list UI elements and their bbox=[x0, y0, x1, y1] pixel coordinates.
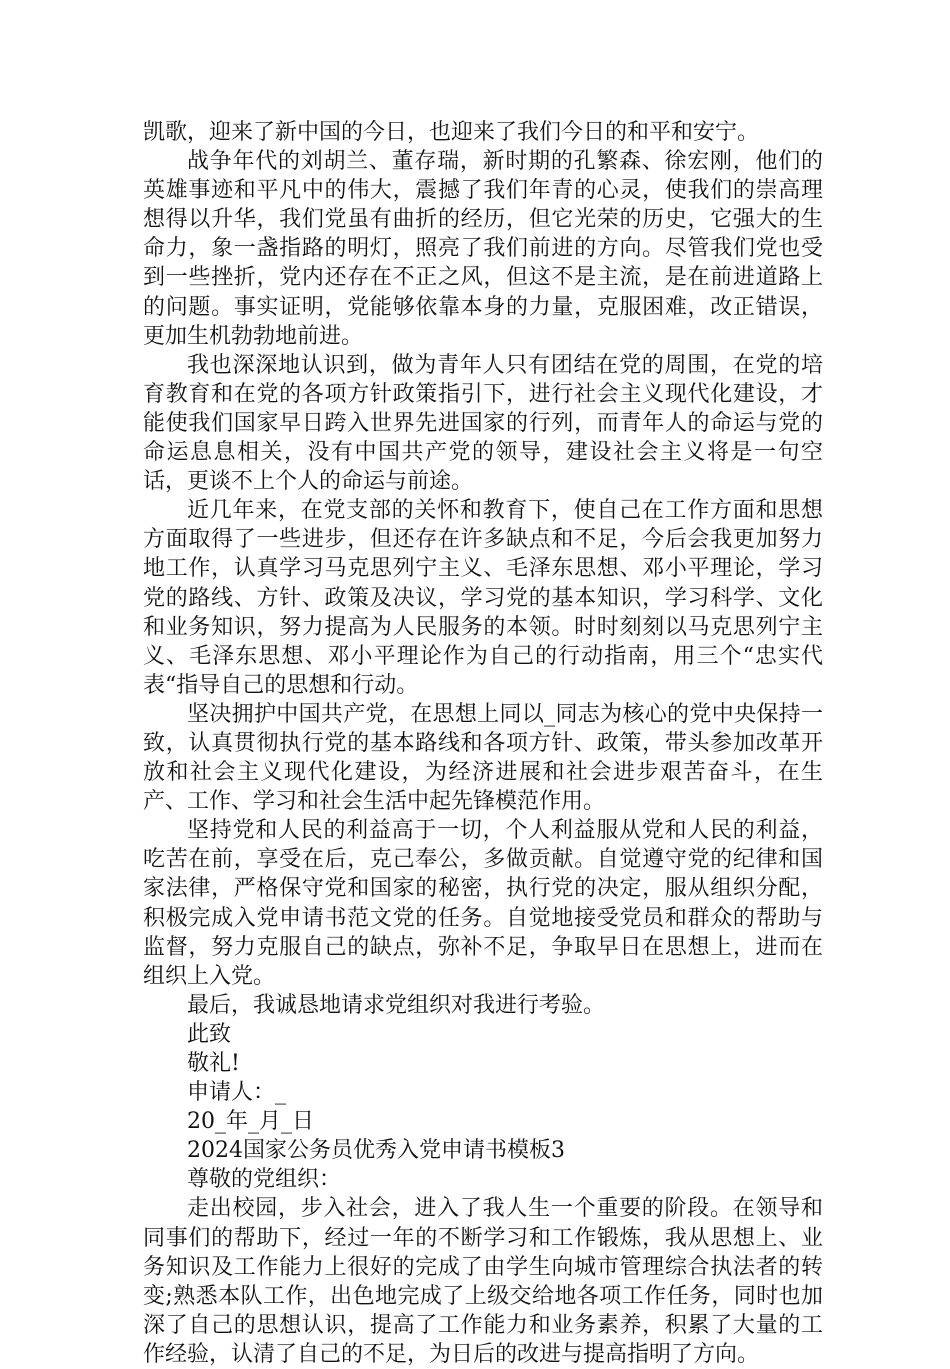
paragraph-interests: 坚持党和人民的利益高于一切，个人利益服从党和人民的利益，吃苦在前，享受在后，克己奉公，多做贡献。自觉遵守党的纪律和国家法律，严格保守党和国家的秘密，执行党的决定，服从组织分配，积极完成入党申请书范文党的任务。自觉地接受党员和群众的帮助与监督，努力克服自己的缺点，弥补不足，争取早日在思想上，进而在组织上入党。 bbox=[143, 818, 823, 989]
salutation: 尊敬的党组织： bbox=[187, 1167, 342, 1193]
applicant-line: 申请人：_ bbox=[187, 1080, 287, 1106]
paragraph-after-school: 走出校园，步入社会，进入了我人生一个重要的阶段。在领导和同事们的帮助下，经过一年的不断学习和工作锻炼，我从思想上、业务知识及工作能力上很好的完成了由学生向城市管理综合执法者的转变;熟悉本队工作，出色地完成了上级交给地各项工作任务，同时也加深了自己的思想认识，提高了工作能力和业务素养，积累了大量的工作经验，认清了自己的不足，为日后的改进与提高指明了方向。 bbox=[143, 1196, 823, 1367]
paragraph-youth: 我也深深地认识到，做为青年人只有团结在党的周围，在党的培育教育和在党的各项方针政策指引下，进行社会主义现代化建设，才能使我们国家早日跨入世界先进国家的行列，而青年人的命运与党的命运息息相关，没有中国共产党的领导，建设社会主义将是一句空话，更谈不上个人的命运与前途。 bbox=[143, 352, 823, 495]
paragraph-progress: 近几年来，在党支部的关怀和教育下，使自己在工作方面和思想方面取得了一些进步，但还存在许多缺点和不足，今后会我更加努力地工作，认真学习马克思列宁主义、毛泽东思想、邓小平理论，学习党的路线、方针、政策及决议，学习党的基本知识，学习科学、文化和业务知识，努力提高为人民服务的本领。时时刻刻以马克思列宁主义、毛泽东思想、邓小平理论作为自己的行动指南，用三个“忠实代表“指导自己的思想和行动。 bbox=[143, 498, 823, 698]
document-page bbox=[143, 118, 823, 1369]
paragraph-continuation: 凯歌，迎来了新中国的今日，也迎来了我们今日的和平和安宁。 bbox=[143, 120, 760, 145]
closing-jingli: 敬礼! bbox=[187, 1051, 240, 1076]
closing-request: 最后，我诚恳地请求党组织对我进行考验。 bbox=[187, 992, 606, 1018]
paragraph-heroes: 战争年代的刘胡兰、董存瑞，新时期的孔繁森、徐宏刚，他们的英雄事迹和平凡中的伟大，震撼了我们年青的心灵，使我们的崇高理想得以升华，我们党虽有曲折的经历，但它光荣的历史，它强大的生命力，象一盏指路的明灯，照亮了我们前进的方向。尽管我们党也受到一些挫折，党内还存在不正之风，但这不是主流，是在前进道路上的问题。事实证明，党能够依靠本身的力量，克服困难，改正错误，更加生机勃勃地前进。 bbox=[143, 149, 823, 349]
paragraph-support-party: 坚决拥护中国共产党，在思想上同以_同志为核心的党中央保持一致，认真贯彻执行党的基本路线和各项方针、政策，带头参加改革开放和社会主义现代化建设，为经济进展和社会进步艰苦奋斗，在生产、工作、学习和社会生活中起先锋模范作用。 bbox=[143, 701, 823, 815]
date-line: 20_年_月_日 bbox=[187, 1109, 314, 1135]
section-title: 2024国家公务员优秀入党申请书模板3 bbox=[187, 1138, 565, 1164]
closing-cizhi: 此致 bbox=[187, 1021, 232, 1047]
